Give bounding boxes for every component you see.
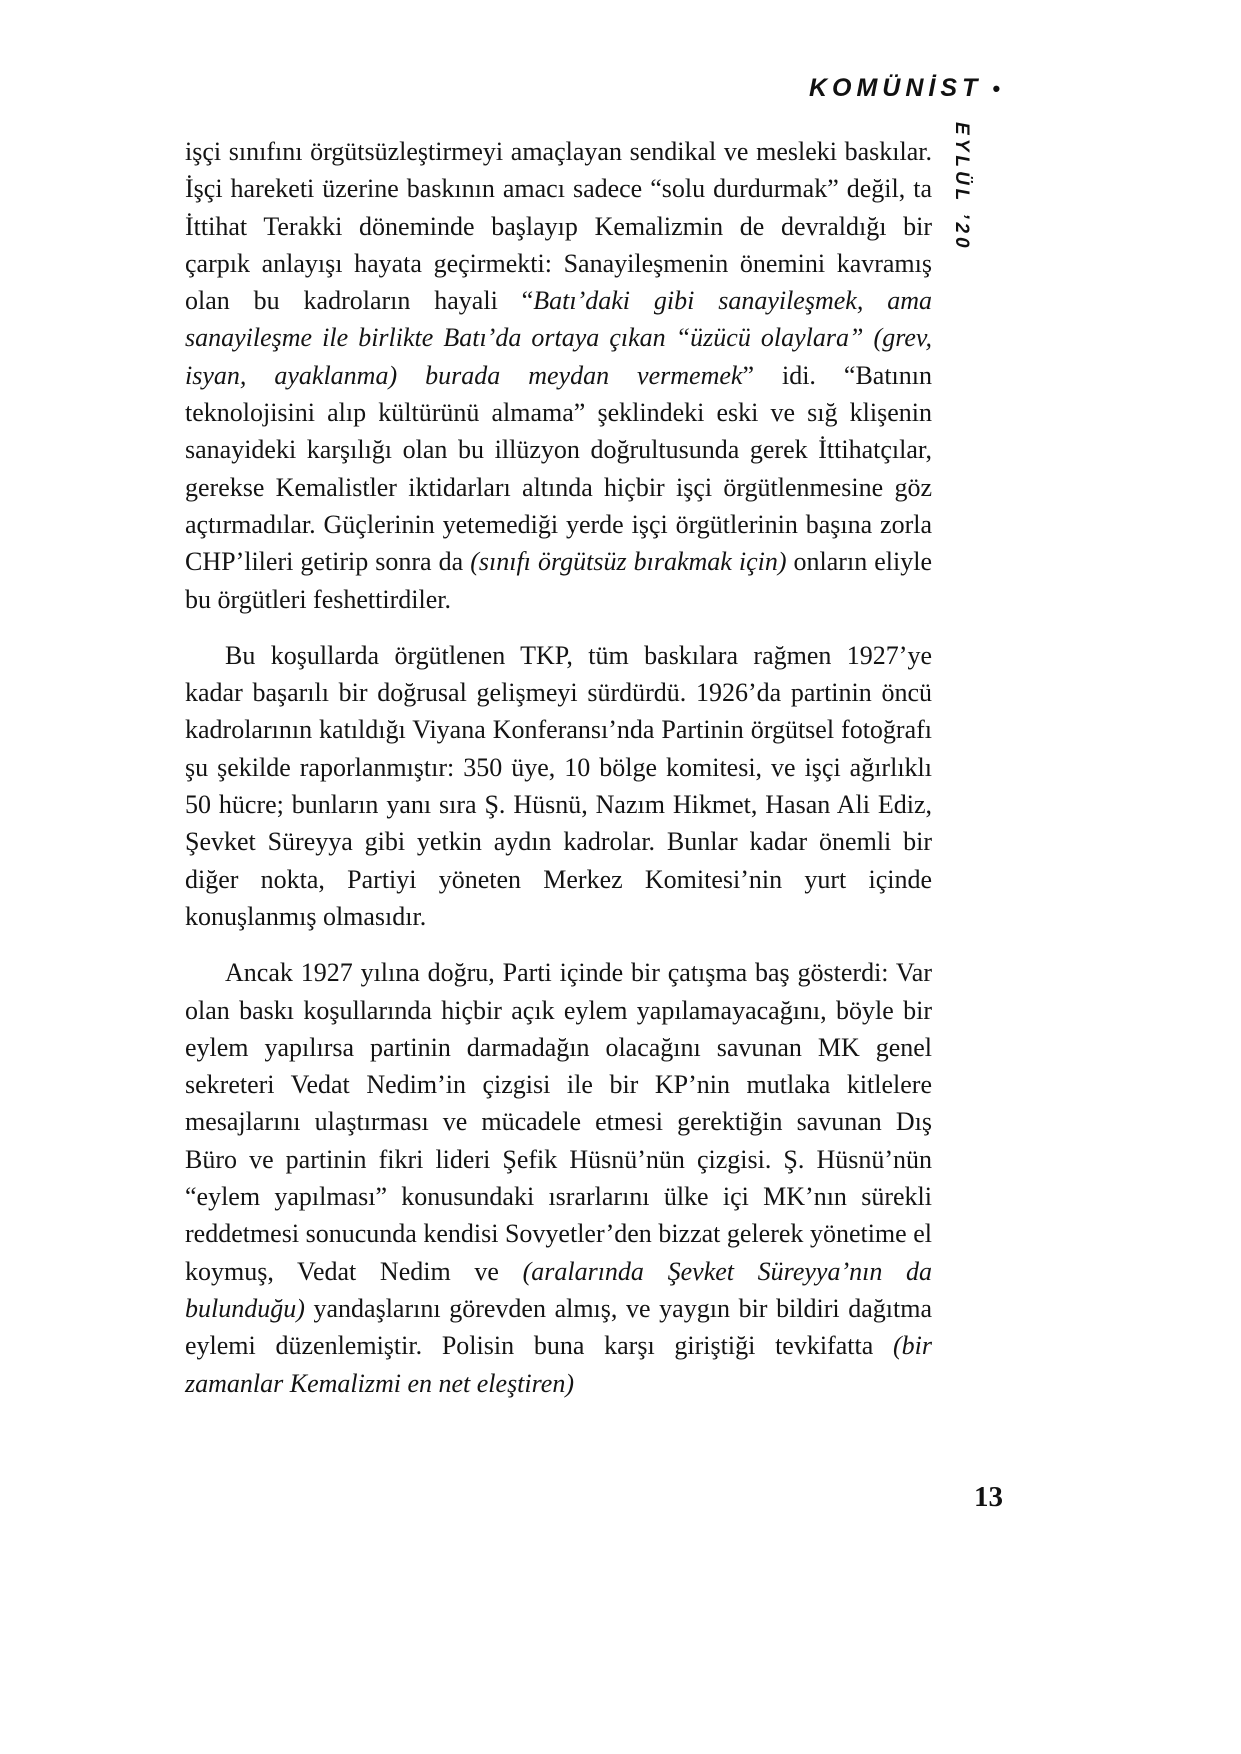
issue-label: EYLÜL ’20 [951,122,972,252]
text-segment: yandaşlarını görevden almış, ve yaygın bir bildiri dağıtma eylemi düzenlemiştir. Polisin buna karşı giriştiği tevkifatta [185,1293,932,1361]
text-segment: Bu koşullarda örgütlenen TKP, tüm baskılara rağmen 1927’ye kadar başarılı bir doğrusal gelişmeyi sürdürdü. 1926’da partinin öncü kadrolarının katıldığı Viyana Konferansı’nda Partinin örgütsel fotoğrafı şu şekilde raporlanmıştır: 350 üye, 10 bölge komitesi, ve işçi ağırlıklı 50 hücre; bunların yanı sıra Ş. Hüsnü, Nazım Hikmet, Hasan Ali Ediz, Şevket Süreyya gibi yetkin aydın kadrolar. Bunlar kadar önemli bir diğer nokta, Partiyi yöneten Merkez Komitesi’nin yurt içinde konuşlanmış olmasıdır. [185,640,932,931]
text-segment: Ancak 1927 yılına doğru, Parti içinde bir çatışma baş gösterdi: Var olan baskı koşullarında hiçbir açık eylem yapılamayacağını, böyle bir eylem yapılırsa partinin darmadağın olacağını savunan MK genel sekreteri Vedat Nedim’in çizgisi ile bir KP’nin mutlaka kitlelere mesajlarını ulaştırması ve mücadele etmesi gerektiğin savunan Dış Büro ve partinin fikri lideri Şefik Hüsnü’nün çizgisi. Ş. Hüsnü’nün “eylem yapılması” konusundaki ısrarlarını ülke içi MK’nın sürekli reddetmesi sonucunda kendisi Sovyetler’den bizzat gelerek yönetime el koymuş, Vedat Nedim ve [185,958,932,1286]
paragraph [185,954,932,1402]
text-segment: ” idi. “Batının teknolojisini alıp kültürünü almama” şeklindeki eski ve sığ klişenin sanayideki karşılığı olan bu illüzyon doğrultusunda gerek İttihatçılar, gerekse Kemalistler iktidarları altında hiçbir işçi örgütlenmesine göz açtırmadılar. Güçlerinin yetemediği yerde işçi örgütlerinin başına zorla CHP’lileri getirip sonra da [185,360,932,577]
italic-text-segment: (bir zamanlar Kemalizmi en net eleştiren) [185,1331,932,1398]
paragraph [185,637,932,935]
italic-text-segment: Batı’daki gibi sanayileşmek, ama sanayileşme ile birlikte Batı’da ortaya çıkan “üzücü olaylara” (grev, isyan, ayaklanma) burada meydan vermemek [185,286,932,390]
header-bullet-icon: • [992,75,1000,101]
body-text [185,133,932,1402]
page-number: 13 [974,1481,1003,1513]
paragraph [185,133,932,618]
italic-text-segment: (aralarında Şevket Süreyya’nın da bulunduğu) [185,1256,933,1323]
magazine-title: KOMÜNİST [808,74,983,102]
text-segment: işçi sınıfını örgütsüzleştirmeyi amaçlayan sendikal ve mesleki baskılar. İşçi hareketi üzerine baskının amacı sadece “solu durdurmak” değil, ta İttihat Terakki döneminde başlayıp Kemalizmin de devraldığı bir çarpık anlayışı hayata geçirmekti: Sanayileşmenin önemini kavramış olan bu kadroların hayali “ [185,137,932,316]
italic-text-segment: (sınıfı örgütsüz bırakmak için) [470,547,787,577]
text-segment: onların eliyle bu örgütleri feshettirdiler. [185,547,932,614]
page-header [809,74,1000,103]
